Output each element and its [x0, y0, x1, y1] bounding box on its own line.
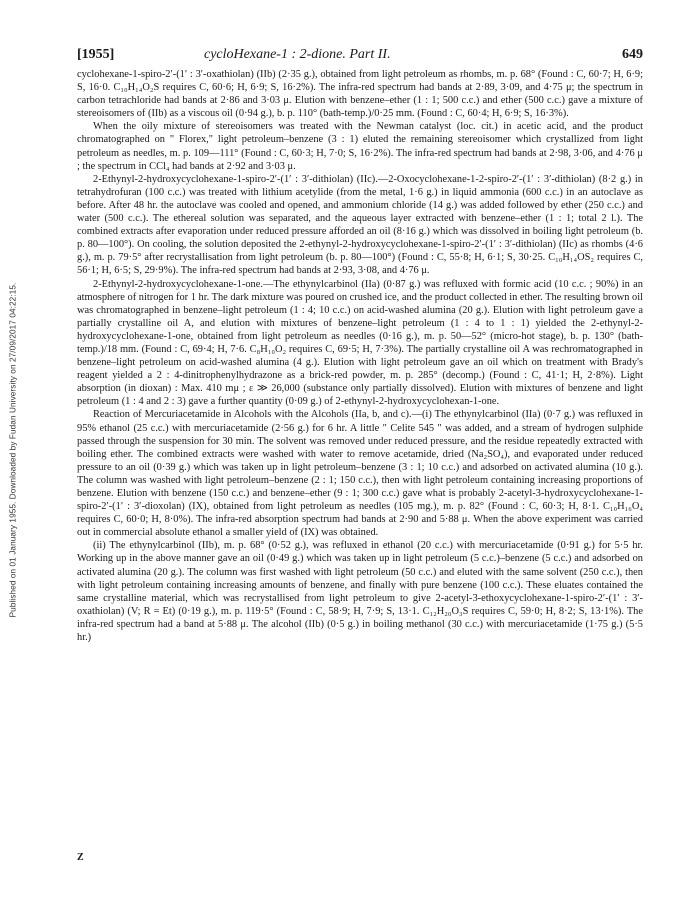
paragraph-mercuriacetamide-i: Reaction of Mercuriacetamide in Alcohols with the Alcohols (IIa, b, and c).—(i) The ethynylcarbinol (IIa) (0·7 g.) was refluxed in 95% ethanol (25 c.c.) with mercuriacetamide (2·56 g.) for 6 hr. A little " Celite 545 " was added, and a stream of hydrogen sulphide passed through the suspension for 30 min. The solvent was removed under reduced pressure, and the residue repeatedly extracted with boiling ether. The combined extracts were washed with water to remove acetamide, dried (Na₂SO₄), and evaporated under reduced pressure to an oil (0·39 g.) which was taken up in light petroleum–benzene (3 : 1; 10 c.c.) and adsorbed on activated alumina (10 g.). The column was washed with light petroleum–benzene (2 : 1; 150 c.c.), then with light petroleum containing increasing proportions of benzene. Elution with benzene (150 c.c.) and benzene–ether (9 : 1; 300 c.c.) gave what is probably 2-acetyl-3-hydroxycyclohexane-1-spiro-2′-(1′ : 3′-dioxolan) (IX), obtained from light petroleum as needles (105 mg.), m. p. 82° (Found : C, 60·3; H, 8·1. C₁₀H₁₆O₄ requires C, 60·0; H, 8·0%). The infra-red absorption spectrum had bands at 2·90 and 5·88 μ. When the above experiment was carried out in commercial absolute ethanol a smaller yield of (IX) was obtained. [77, 409, 643, 539]
paragraph-mercuriacetamide-ii: (ii) The ethynylcarbinol (IIb), m. p. 68° (0·52 g.), was refluxed in ethanol (20 c.c.) with mercuriacetamide (0·91 g.) for 5·5 hr. Working up in the above manner gave an oil (0·49 g.) which was taken up in light petroleum (5 c.c.)–benzene (5 c.c.) and adsorbed on activated alumina (20 g.). The column was first washed with light petroleum (50 c.c.) and eluted with the same solvent (250 c.c.), then with light petroleum containing increasing amounts of benzene, and finally with pure benzene (100 c.c.). These eluates contained the same crystalline material, which was recrystallised from light petroleum to give 2-acetyl-3-ethoxycyclohexane-1-spiro-2′-(1′ : 3′-oxathiolan) (V; R = Et) (0·19 g.), m. p. 119·5° (Found : C, 58·9; H, 7·9; S, 13·1. C₁₂H₂₀O₃S requires C, 59·0; H, 8·2; S, 13·1%). The infra-red spectrum had a band at 5·88 μ. The alcohol (IIb) (0·5 g.) in boiling methanol (30 c.c.) with mercuriacetamide (1·75 g.) (5·5 hr.) [77, 540, 643, 644]
download-notice-margin [6, 150, 20, 750]
header-title: cycloHexane-1 : 2-dione. Part II. [204, 47, 391, 62]
paragraph-dithiolan: 2-Ethynyl-2-hydroxycyclohexane-1-spiro-2′-(1′ : 3′-dithiolan) (IIc).—2-Oxocyclohexane-1-2-spiro-2′-(1′ : 3′-dithiolan) (8·2 g.) in tetrahydrofuran (100 c.c.) was treated with lithium acetylide (from the metal, 1·6 g.) in liquid ammonia (600 c.c.) in an autoclave as before. After 48 hr. the autoclave was cooled and opened, and ammonium chloride (14 g.) was added followed by ether (250 c.c.) and water (500 c.c.). The ethereal solution was separated, and the aqueous layer extracted with benzene–ether (1 : 1; total 2 l.). The combined extracts after evaporation under reduced pressure afforded an oil (8·16 g.) which was dissolved in boiling light petroleum (b. p. 80—100°). On cooling, the solution deposited the 2-ethynyl-2-hydroxycyclohexane-1-spiro-2′-(1′ : 3′-dithiolan) (IIc) as rhombs (4·6 g.), m. p. 79·5° after recrystallisation from light petroleum (b. p. 80—100°) (Found : C, 55·8; H, 6·1; S, 30·25. C₁₀H₁₄OS₂ requires C, 56·1; H, 6·5; S, 29·9%). The infra-red spectrum had bands at 2·93, 3·08, and 4·76 μ. [77, 173, 643, 277]
article-body [77, 68, 643, 644]
running-header [77, 47, 643, 67]
signature-mark: Z [77, 852, 84, 863]
paragraph-continuation: cyclohexane-1-spiro-2′-(1′ : 3′-oxathiolan) (IIb) (2·35 g.), obtained from light petroleum as rhombs, m. p. 68° (Found : C, 60·7; H, 6·9; S, 16·0. C₁₀H₁₄O₂S requires C, 60·6; H, 6·9; S, 16·2%). The infra-red spectrum had bands at 2·89, 3·09, and 4·75 μ; the spectrum in carbon tetrachloride had bands at 2·86 and 3·03 μ. Elution with benzene–ether (1 : 1; 500 c.c.) and ether (500 c.c.) gave a mixture of stereoisomers of (IIb) as a viscous oil (0·94 g.), b. p. 110° (bath-temp.)/0·25 mm. (Found : C, 60·4; H, 6·9; S, 16·3%). [77, 69, 643, 120]
page-number: 649 [622, 47, 643, 62]
paragraph-stereoisomer: When the oily mixture of stereoisomers was treated with the Newman catalyst (loc. cit.) in acetic acid, and the product chromatographed on " Florex," light petroleum–benzene (3 : 1) eluted the remaining stereoisomer which crystallized from light petroleum as needles, m. p. 109—111° (Found : C, 60·3; H, 7·0; S, 16·2%). The infra-red spectrum had bands at 2·98, 3·06, and 4·76 μ ; the spectrum in CCl₄ had bands at 2·92 and 3·03 μ. [77, 121, 643, 172]
header-year: [1955] [77, 47, 115, 62]
download-notice: Published on 01 January 1955. Downloaded by Fudan University on 27/09/2017 04:22:15. [8, 282, 18, 618]
paragraph-ethynyl-hydroxy-one: 2-Ethynyl-2-hydroxycyclohexane-1-one.—The ethynylcarbinol (IIa) (0·87 g.) was refluxed with formic acid (10 c.c. ; 90%) in an atmosphere of nitrogen for 1 hr. The dark mixture was poured on crushed ice, and the product collected in ether. The resulting brown oil was chromatographed in benzene–light petroleum (1 : 4; 10 c.c.) on acid-washed alumina (20 g.). Elution with light petroleum gave a partially crystalline oil A, and elution with mixtures of benzene–light petroleum (1 : 4 to 1 : 1) yielded the 2-ethynyl-2-hydroxycyclohexane-1-one, obtained from light petroleum as needles (0·16 g.), m. p. 50—52° (micro-hot stage), b. p. 130° (bath-temp.)/18 mm. (Found : C, 69·4; H, 7·6. C₈H₁₀O₂ requires C, 69·5; H, 7·3%). The partially crystalline oil A was rechromatographed in benzene–light petroleum on acid-washed alumina (4 g.). Elution with light petroleum gave an oil which on treatment with Brady's reagent yielded a 2 : 4-dinitrophenylhydrazone as a brick-red powder, m. p. 285° (decomp.) (Found : C, 41·1; H, 2·8%). Light absorption (in dioxan) : Max. 410 mμ ; ε ≫ 26,000 (substance only partially dissolved). Elution with mixtures of benzene and light petroleum (1 : 4 and 2 : 3) gave a further quantity (0·09 g.) of 2-ethynyl-2-hydroxycyclohexan-1-one. [77, 278, 643, 408]
